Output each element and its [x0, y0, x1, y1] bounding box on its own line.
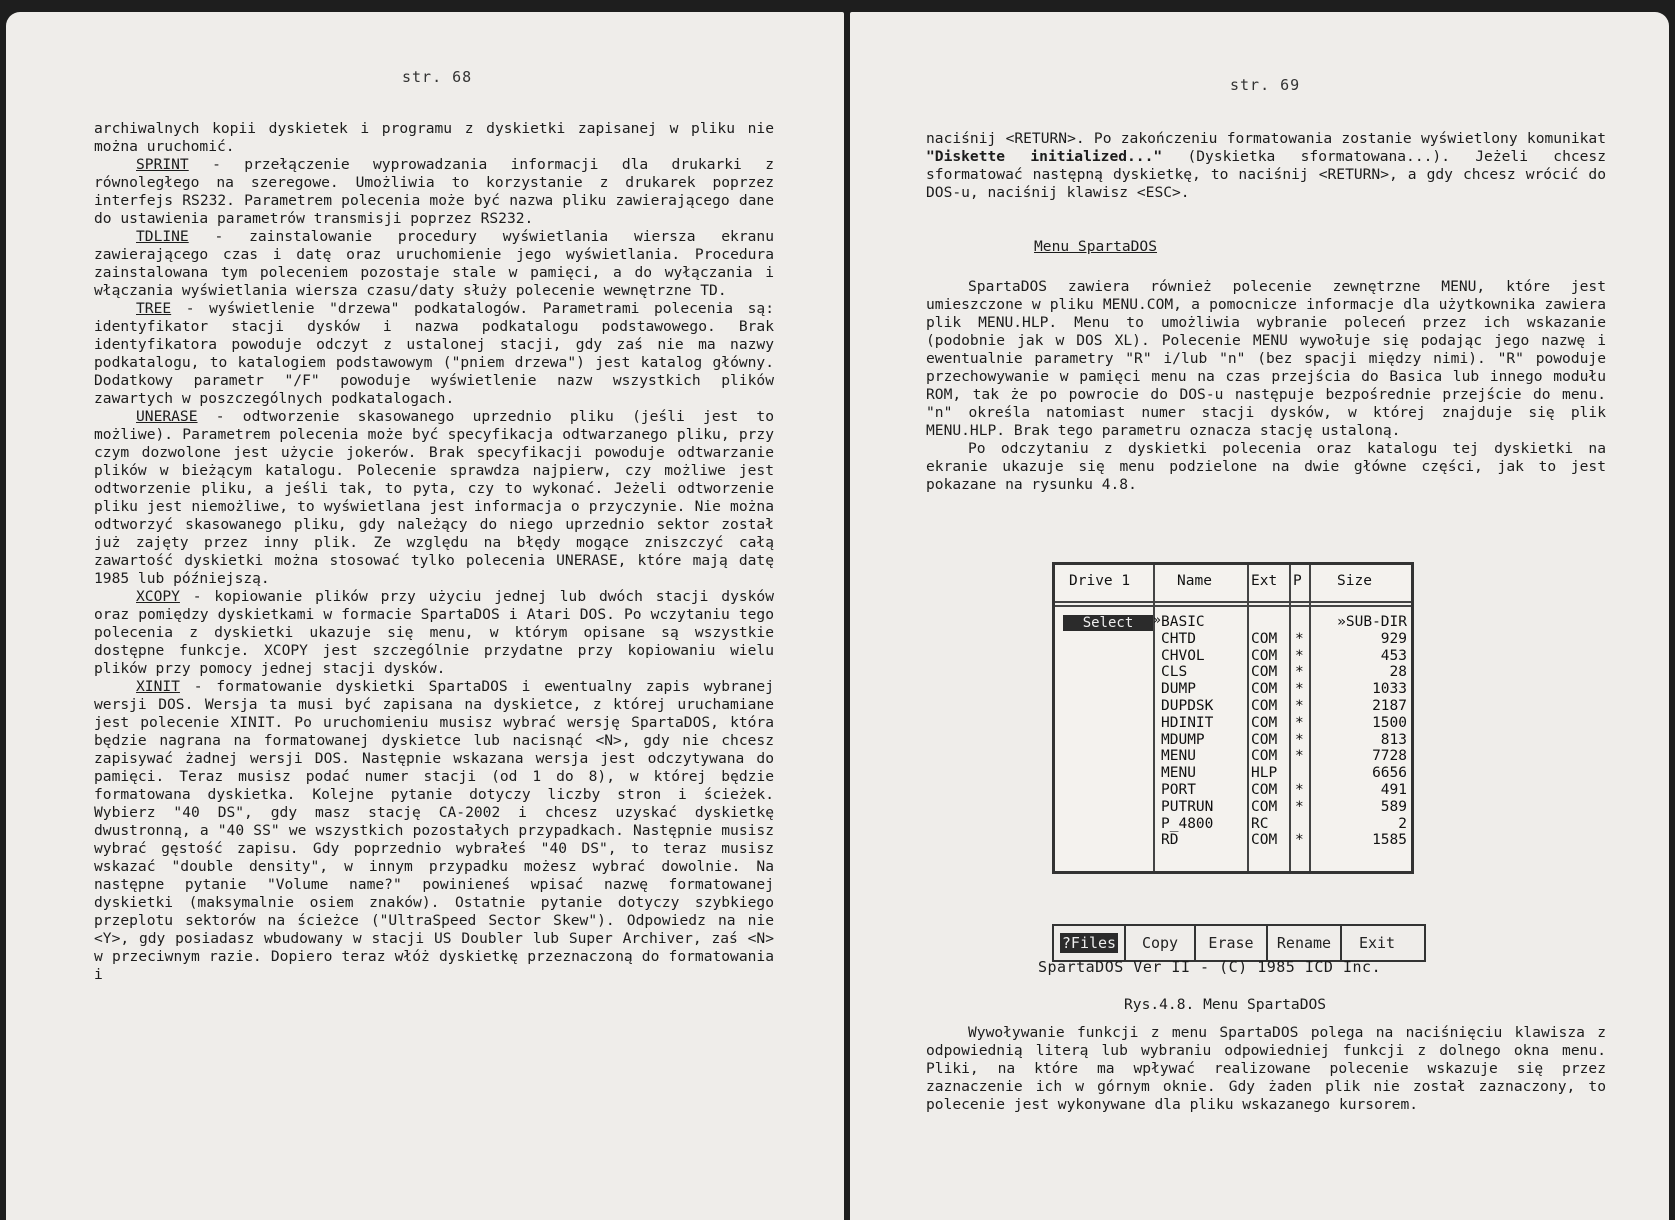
paragraph [94, 408, 774, 588]
file-ext-cell: COM [1251, 647, 1278, 664]
file-ext-cell: COM [1251, 748, 1278, 765]
intro-message: "Diskette initialized..." [926, 148, 1163, 165]
file-ext-cell: COM [1251, 798, 1278, 815]
command-keyword: UNERASE [136, 408, 198, 425]
page-number: str. 69 [1230, 76, 1301, 94]
command-label: Copy [1141, 934, 1179, 952]
right-page [850, 12, 1669, 1220]
paragraph-text: - formatowanie dyskietki SpartaDOS i ewentualny zapis wybranej wersji DOS. Wersja ta musi być zapisana na dyskietce, z której uruchamiane jest polecenie XINIT. Po uruchomieniu musisz wybrać wersję SpartaDOS, która będzie nagrana na formatowanej dyskietce lub nacisnąć <N>, gdy nie chcesz zapisywać żadnej wersji DOS. Następnie wskazana wersja jest odczytywana do pamięci. Teraz musisz podać numer stacji (od 1 do 8), w której będzie formatowana dyskietka. Kolejne pytanie dotyczy liczby stron i ścieżek. Wybierz "40 DS", gdy masz stację CA-2002 i chcesz uzyskać dyskietkę dwustronną, a "40 SS" we wszystkich pozostałych przypadkach. Następnie musisz wybrać gęstość zapisu. Gdy poprzednio wybrałeś "40 DS", to teraz musisz wskazać "double density", w innym przypadku możesz wybrać dowolnie. Na następne pytanie "Volume name?" powinieneś wpisać nazwę formatowanej dyskietki (maksymalnie osiem znaków). Ostatnie pytanie dotyczy szybkiego przeplotu sektorów na ścieżce ("UltraSpeed Sector Skew"). Odpowiedz na nie <Y>, gdy posiadasz wbudowany w stacji US Doubler lub Super Archiver, zaś <N> w przeciwnym razie. Dopiero teraz włóż dyskietkę przeznaczoną do formatowania i [94, 678, 774, 983]
right-body [926, 278, 1606, 494]
file-ext-cell: COM [1251, 731, 1278, 748]
select-button[interactable] [1063, 615, 1153, 631]
file-size-cell: »SUB-DIR [1337, 614, 1407, 630]
command-keyword: TREE [136, 300, 172, 317]
drive-column [1055, 565, 1155, 871]
file-name-cell[interactable]: PORT [1161, 782, 1196, 798]
file-p-cell: * [1295, 714, 1304, 731]
file-size-cell: 1033 [1372, 681, 1407, 698]
file-size-cell: 2 [1398, 815, 1407, 832]
file-ext-cell: COM [1251, 681, 1278, 698]
file-name-cell[interactable]: P_4800 [1161, 815, 1214, 832]
section-heading: Menu SpartaDOS [1034, 238, 1158, 255]
file-size-cell: 1500 [1372, 714, 1407, 731]
file-p-cell: * [1295, 798, 1304, 815]
command-label: ?Files [1061, 934, 1117, 952]
menu-file-list-figure [1052, 562, 1414, 874]
file-ext-cell: COM [1251, 664, 1278, 681]
file-name-cell[interactable]: CLS [1161, 664, 1188, 681]
file-name-cell[interactable]: DUPDSK [1161, 698, 1214, 714]
command-keyword: XINIT [136, 678, 180, 695]
paragraph-text: - wyświetlenie "drzewa" podkatalogów. Parametrami polecenia są: identyfikator stacji dysków i nazwa podkatalogu podstawowego. Brak identyfikatora powoduje odczyt z ustalonej stacji, gdy zaś nie ma nazwy podkatalogu, to katalogiem podstawowym ("pniem drzewa") jest katalog główny. Dodatkowy parametr "/F" powoduje wyświetlenie nazw wszystkich plików zawartych w poszczególnych podkatalogach. [94, 300, 774, 407]
command-files-button[interactable] [1054, 926, 1126, 960]
ext-header: Ext [1251, 573, 1278, 589]
file-p-cell: * [1295, 647, 1304, 664]
left-page [6, 12, 844, 1220]
file-size-cell: 453 [1380, 647, 1407, 664]
file-size-cell: 6656 [1372, 765, 1407, 782]
paragraph [94, 678, 774, 984]
file-name-cell[interactable]: CHTD [1161, 630, 1196, 647]
header-divider [1055, 601, 1411, 603]
file-p-cell: * [1295, 681, 1304, 698]
file-name-cell[interactable]: MENU [1161, 765, 1196, 782]
paragraph-text: archiwalnych kopii dyskietek i programu z dyskietki zapisanej w pliku nie można uruchomić. [94, 120, 774, 155]
file-ext-cell: HLP [1251, 765, 1278, 782]
file-size-cell: 813 [1380, 731, 1407, 748]
paragraph [94, 156, 774, 228]
file-name-cell[interactable]: CHVOL [1161, 647, 1205, 664]
command-bar [1052, 924, 1426, 962]
paragraph [94, 228, 774, 300]
command-keyword: XCOPY [136, 588, 180, 605]
file-p-cell: * [1295, 630, 1304, 647]
paragraph-text: - kopiowanie plików przy użyciu jednej lub dwóch stacji dysków oraz pomiędzy dyskietkami w formacie SpartaDOS i Atari DOS. Po wczytaniu tego polecenia z dyskietki ukazuje się menu, w którym opisane są wszystkie dostępne funkcje. XCOPY jest szczególnie przydatne przy kopiowaniu wielu plików przy pomocy jednej stacji dysków. [94, 588, 774, 677]
intro-text: (Dyskietka sformatowana...). Jeżeli chcesz sformatować następną dyskietkę, to naciśnij <RETURN>, a gdy chcesz wrócić do DOS-u, naciśnij klawisz <ESC>. [926, 148, 1607, 201]
header-divider [1055, 605, 1411, 607]
file-ext-cell: COM [1251, 630, 1278, 647]
file-p-cell: * [1295, 664, 1304, 681]
file-p-cell: * [1295, 698, 1304, 714]
command-erase-button[interactable] [1196, 926, 1268, 960]
paragraph-text: - odtworzenie skasowanego uprzednio pliku (jeśli jest to możliwe). Parametrem polecenia może być specyfikacja odtwarzanego pliku, przy czym dozwolone jest użycie jokerów. Brak specyfikacji powoduje odtwarzanie plików w bieżącym katalogu. Polecenie sprawdza najpierw, czy możliwe jest odtworzenie pliku, a jeśli tak, to pyta, czy to wykonać. Jeżeli odtworzenie pliku jest niemożliwe, to wyświetlana jest informacja o przyczynie. Nie można odtworzyć skasowanego pliku, gdy należący do niego uprzednio sektor został już zajęty przez inny plik. Ze względu na błędy mogące zniszczyć całą zawartość dyskietki można stosować tylko polecenia UNERASE, które mają datę 1985 lub późniejszą. [94, 408, 774, 587]
name-header: Name [1177, 573, 1212, 589]
right-intro-paragraph [926, 130, 1606, 202]
file-p-cell: * [1295, 731, 1304, 748]
file-size-cell: 589 [1380, 798, 1407, 815]
file-size-cell: 1585 [1372, 832, 1407, 849]
file-ext-cell: COM [1251, 782, 1278, 798]
command-copy-button[interactable] [1126, 926, 1196, 960]
figure-caption: Rys.4.8. Menu SpartaDOS [1124, 996, 1327, 1013]
command-exit-button[interactable] [1342, 926, 1412, 960]
page-number: str. 68 [402, 68, 473, 86]
command-label: Rename [1276, 934, 1332, 952]
paragraph: SpartaDOS zawiera również polecenie zewnętrzne MENU, które jest umieszczone w pliku MENU.COM, a pomocnicze informacje dla użytkownika zawiera plik MENU.HLP. Menu to umożliwia wybranie poleceń przez ich wskazanie (podobnie jak w DOS XL). Polecenie MENU wywołuje się podając jego nazwę i ewentualnie parametry "R" i/lub "n" (bez spacji między nimi). "R" powoduje przechowywanie w pamięci menu na czas przejścia do Basica lub innego modułu ROM, tak że po powrocie do DOS-u następuje bezpośrednie przejście do menu. "n" określa natomiast numer stacji dysków, w której znajduje się plik MENU.HLP. Brak tego parametru oznacza stację ustaloną. [926, 278, 1606, 439]
paragraph: Wywoływanie funkcji z menu SpartaDOS polega na naciśnięciu klawisza z odpowiednią literą lub wybraniu odpowiedniej funkcji z dolnego okna menu. Pliki, na które ma wpływać realizowane polecenie wskazuje się przez zaznaczenie ich w górnym oknie. Gdy żaden plik nie został zaznaczony, to polecenie jest wykonywane dla pliku wskazanego kursorem. [926, 1024, 1606, 1113]
file-ext-cell: COM [1251, 714, 1278, 731]
select-label: Select [1082, 615, 1134, 631]
figure-copyright-line: SpartaDOS Ver II - (C) 1985 ICD Inc. [1038, 958, 1382, 976]
command-keyword: SPRINT [136, 156, 189, 173]
drive-header: Drive 1 [1069, 573, 1131, 589]
file-name-cell[interactable]: PUTRUN [1161, 798, 1214, 815]
paragraph [94, 120, 774, 156]
file-p-cell: * [1295, 782, 1304, 798]
command-label: Erase [1208, 934, 1254, 952]
p-header: P [1293, 573, 1302, 589]
file-name-cell[interactable]: DUMP [1161, 681, 1196, 698]
file-ext-cell: COM [1251, 698, 1278, 714]
size-header: Size [1337, 573, 1372, 589]
paragraph [94, 588, 774, 678]
file-size-cell: 491 [1380, 782, 1407, 798]
paragraph-text: - zainstalowanie procedury wyświetlania wiersza ekranu zawierającego czas i datę oraz uruchomienie jego wyświetlania. Procedura zainstalowana tym poleceniem pozostaje stale w pamięci, a do wyłączania i włączania wyświetlania wiersza czasu/daty służy polecenie wewnętrzne TD. [94, 228, 774, 299]
file-p-cell: * [1295, 832, 1304, 849]
left-page-body [94, 120, 774, 984]
file-ext-cell: COM [1251, 832, 1278, 849]
file-size-cell: 28 [1389, 664, 1407, 681]
file-name-cell[interactable]: RD [1161, 832, 1179, 849]
file-p-cell: * [1295, 748, 1304, 765]
command-label: Exit [1358, 934, 1396, 952]
command-rename-button[interactable] [1268, 926, 1342, 960]
file-size-cell: 2187 [1372, 698, 1407, 714]
file-name-cell[interactable]: BASIC [1161, 614, 1205, 630]
select-arrow-icon: » [1153, 613, 1161, 628]
intro-text: naciśnij <RETURN>. Po zakończeniu formatowania zostanie wyświetlony komunikat [926, 130, 1606, 147]
paragraph [94, 300, 774, 408]
command-keyword: TDLINE [136, 228, 189, 245]
file-size-cell: 929 [1380, 630, 1407, 647]
paragraph: Po odczytaniu z dyskietki polecenia oraz katalogu tej dyskietki na ekranie ukazuje się menu podzielone na dwie główne części, jak to jest pokazane na rysunku 4.8. [926, 440, 1606, 493]
file-name-cell[interactable]: MDUMP [1161, 731, 1205, 748]
paragraph-text: - przełączenie wyprowadzania informacji dla drukarki z równoległego na szeregowe. Umożliwia to korzystanie z drukarek poprzez interfejs RS232. Parametrem polecenia może być nazwa pliku zawierającego dane do ustawienia parametrów transmisji poprzez RS232. [94, 156, 774, 227]
file-name-cell[interactable]: HDINIT [1161, 714, 1214, 731]
file-name-cell[interactable]: MENU [1161, 748, 1196, 765]
file-size-cell: 7728 [1372, 748, 1407, 765]
file-ext-cell: RC [1251, 815, 1269, 832]
